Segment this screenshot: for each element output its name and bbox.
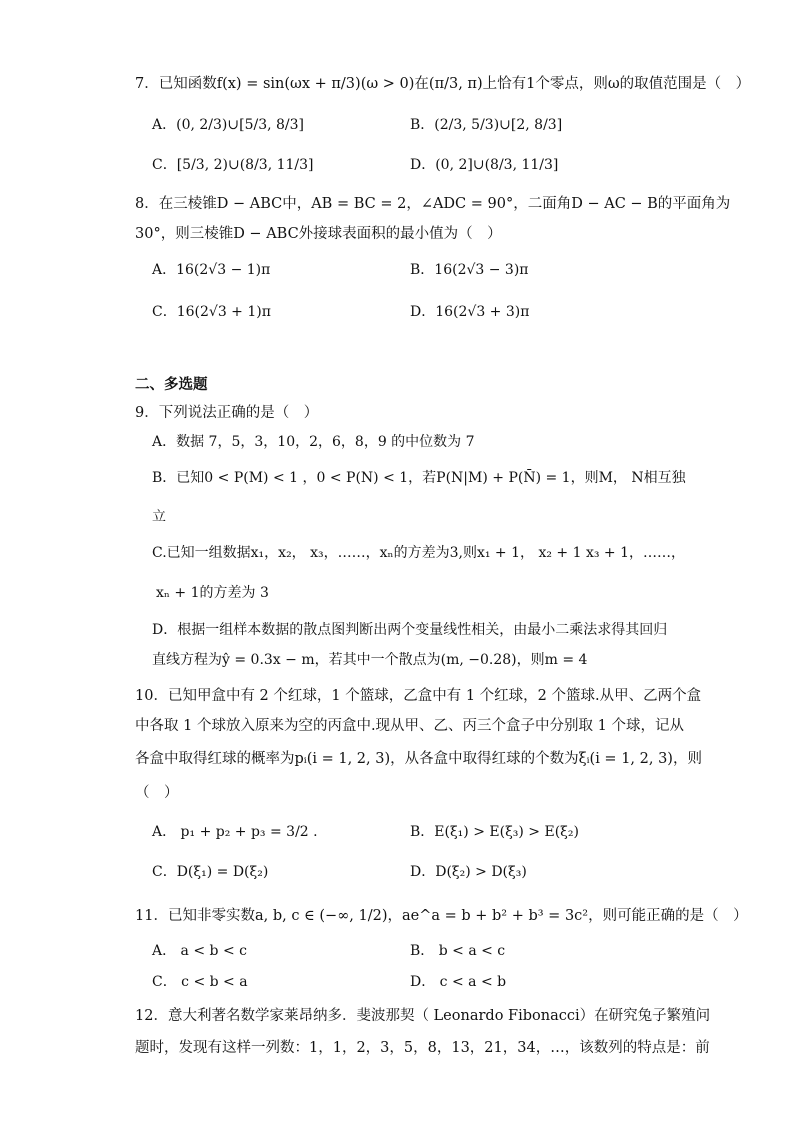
q11-option-d: D． c < a < b	[410, 974, 507, 990]
q8-line1: 8．在三棱锥D − ABC中，AB = BC = 2，∠ADC = 90°，二面角D − AC − B的平面角为	[135, 196, 731, 212]
q10-option-a: A． p₁ + p₂ + p₃ = 3/2 .	[152, 824, 318, 840]
q11-stem: 11．已知非零实数a, b, c ∈ (−∞, 1/2)，ae^a = b + b² + b³ = 3c²，则可能正确的是（ ）	[135, 908, 748, 924]
q9-option-c-line1: C.已知一组数据x₁，x₂， x₃，……，xₙ的方差为3,则x₁ + 1， x₂ + 1 x₃ + 1，……，	[152, 545, 685, 561]
q10-line3: 各盒中取得红球的概率为pᵢ(i = 1, 2, 3)，从各盒中取得红球的个数为ξᵢ(i = 1, 2, 3)，则	[135, 751, 702, 767]
q11-option-c: C． c < b < a	[152, 974, 248, 990]
q8-option-b: B．16(2√3 − 3)π	[410, 262, 529, 278]
q7-stem: 7．已知函数f(x) = sin(ωx + π/3)(ω > 0)在(π/3, π)上恰有1个零点，则ω的取值范围是（ ）	[135, 76, 751, 92]
q7-option-b: B．(2/3, 5/3)∪[2, 8/3]	[410, 117, 563, 133]
q9-option-a: A．数据 7，5，3，10，2，6，8，9 的中位数为 7	[152, 434, 475, 450]
q7-option-a: A．(0, 2/3)∪[5/3, 8/3]	[152, 117, 304, 133]
q9-option-d-line2: 直线方程为ŷ = 0.3x − m，若其中一个散点为(m, −0.28)，则m = 4	[152, 652, 588, 668]
q10-option-c: C．D(ξ₁) = D(ξ₂)	[152, 864, 269, 880]
q8-option-c: C．16(2√3 + 1)π	[152, 304, 271, 320]
q8-line2: 30°，则三棱锥D − ABC外接球表面积的最小值为（ ）	[135, 226, 502, 242]
q11-option-b: B． b < a < c	[410, 943, 506, 959]
q9-stem: 9．下列说法正确的是（ ）	[135, 405, 319, 421]
q12-line1: 12．意大利著名数学家莱昂纳多．斐波那契（ Leonardo Fibonacci）在研究兔子繁殖问	[135, 1008, 711, 1024]
q9-option-b-line1: B．已知0 < P(M) < 1 ，0 < P(N) < 1，若P(N|M) + P(N̄) = 1，则M， N相互独	[152, 470, 686, 486]
q10-option-b: B．E(ξ₁) > E(ξ₃) > E(ξ₂)	[410, 824, 579, 840]
q9-option-c-line2: xₙ + 1的方差为 3	[156, 585, 269, 601]
q10-line4: （ ）	[135, 785, 179, 801]
q9-option-b-line2: 立	[152, 509, 166, 525]
q12-line2: 题时，发现有这样一列数：1，1，2，3，5，8，13，21，34，…，该数列的特点是：前	[135, 1040, 710, 1056]
q10-option-d: D．D(ξ₂) > D(ξ₃)	[410, 864, 527, 880]
q9-option-d-line1: D．根据一组样本数据的散点图判断出两个变量线性相关，由最小二乘法求得其回归	[152, 622, 668, 638]
q7-option-d: D．(0, 2]∪(8/3, 11/3]	[410, 157, 559, 173]
q8-option-d: D．16(2√3 + 3)π	[410, 304, 530, 320]
section-heading: 二、多选题	[135, 377, 208, 393]
q7-option-c: C．[5/3, 2)∪(8/3, 11/3]	[152, 157, 314, 173]
q10-line1: 10．已知甲盒中有 2 个红球，1 个篮球，乙盒中有 1 个红球，2 个篮球.从甲、乙两个盒	[135, 688, 702, 704]
q11-option-a: A． a < b < c	[152, 943, 247, 959]
q10-line2: 中各取 1 个球放入原来为空的丙盒中.现从甲、乙、丙三个盒子中分别取 1 个球，记从	[135, 718, 684, 734]
q8-option-a: A．16(2√3 − 1)π	[152, 262, 271, 278]
